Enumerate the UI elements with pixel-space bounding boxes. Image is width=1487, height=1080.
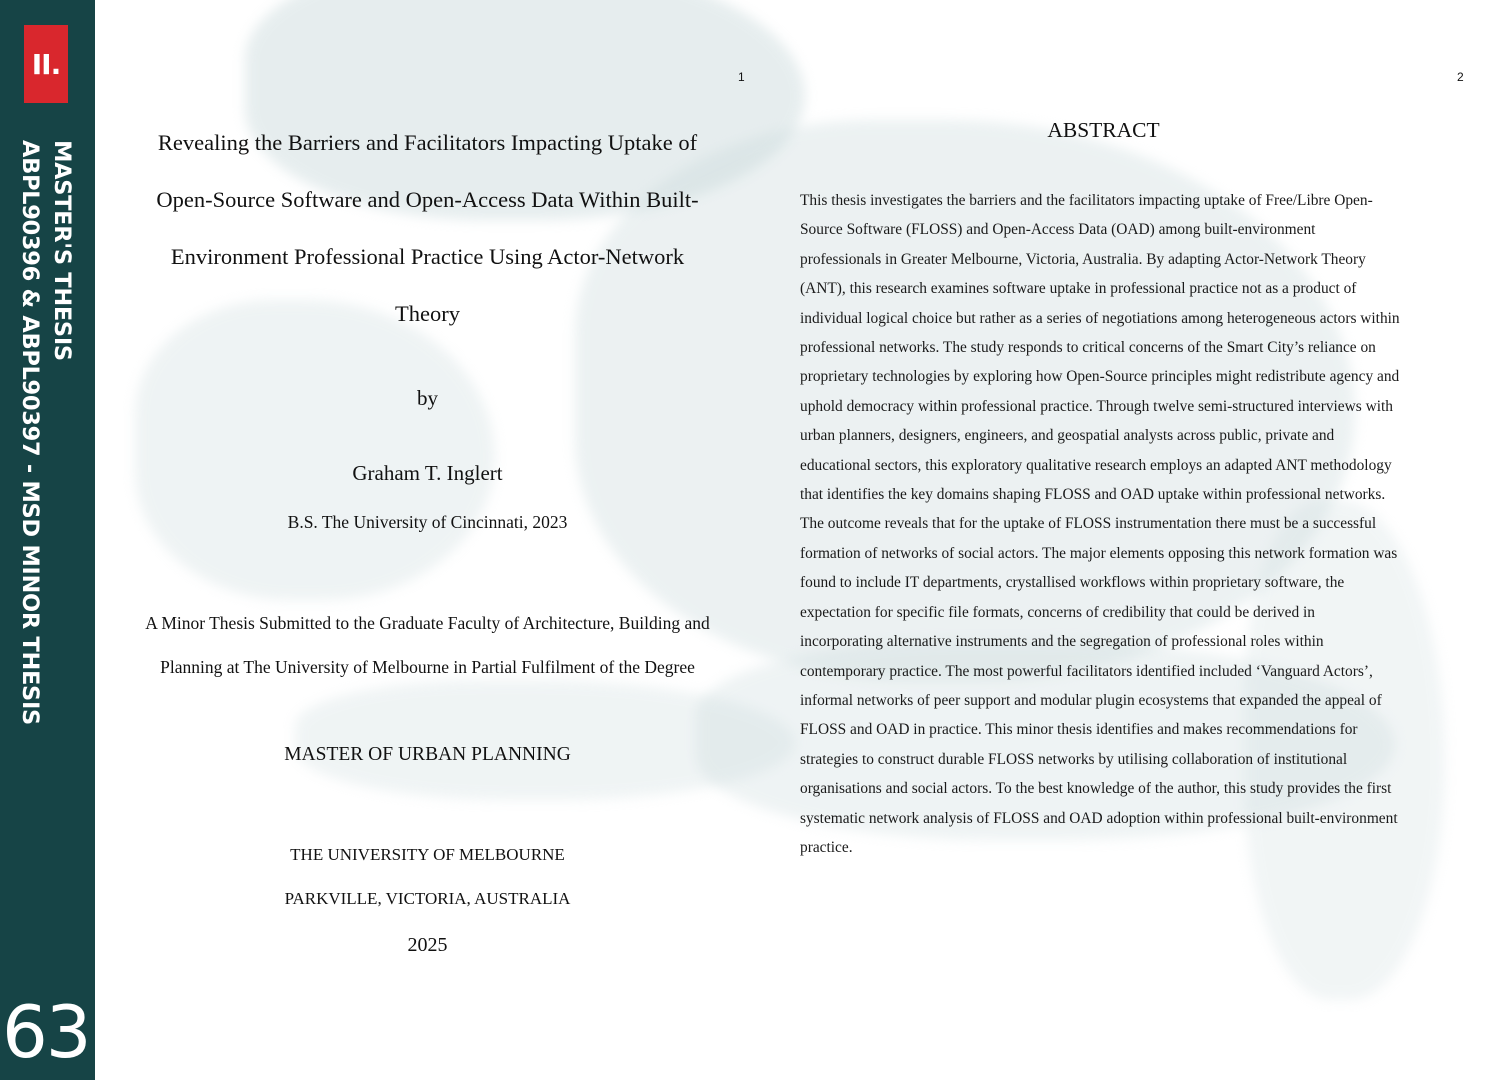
- abstract-line: FLOSS and OAD in practice. This minor thesis identifies and makes recommendations for: [800, 721, 1358, 739]
- abstract-line: informal networks of peer support and modular plugin ecosystems that expanded the appeal of: [800, 691, 1382, 709]
- abstract-line: individual logical choice but rather as a series of negotiations among heterogeneous actors within: [800, 309, 1400, 327]
- abstract-line: incorporating alternative instruments and the segregation of professional roles within: [800, 633, 1324, 651]
- submission-line: Planning at The University of Melbourne in Partial Fulfilment of the Degree: [160, 657, 695, 677]
- title-line: Open-Source Software and Open-Access Data Within Built-: [156, 187, 699, 212]
- abstract-line: proprietary technologies by exploring how Open-Source principles might redistribute agency and: [800, 368, 1400, 386]
- chapter-badge: II.: [24, 25, 68, 103]
- abstract-line: professionals in Greater Melbourne, Victoria, Australia. By adapting Actor-Network Theory: [800, 250, 1366, 268]
- abstract-line: practice.: [800, 838, 853, 856]
- submission-line: A Minor Thesis Submitted to the Graduate Faculty of Architecture, Building and: [145, 613, 710, 633]
- title-line: Theory: [395, 301, 460, 326]
- abstract-line: organisations and social actors. To the best knowledge of the author, this study provides the first: [800, 780, 1392, 798]
- abstract-line: expectation for specific file formats, concerns of credibility that could be derived in: [800, 603, 1315, 621]
- abstract-line: educational sectors, this exploratory qualitative research employs an adapted ANT methodology: [800, 456, 1392, 474]
- folio-left: 1: [738, 70, 745, 84]
- sidebar-spine: [0, 0, 95, 1080]
- abstract-line: formation of networks of social actors. The major elements opposing this network formation was: [800, 544, 1398, 562]
- by-label: by: [417, 386, 438, 410]
- abstract-page: [760, 0, 1487, 1080]
- degree-name: MASTER OF URBAN PLANNING: [284, 744, 571, 765]
- submission-year: 2025: [407, 934, 448, 956]
- thesis-title: [95, 114, 760, 342]
- abstract-line: systematic network analysis of FLOSS and OAD adoption within professional built-environment: [800, 809, 1398, 827]
- document-page-number: 63: [2, 990, 90, 1074]
- title-page: [95, 0, 760, 1080]
- university-name: THE UNIVERSITY OF MELBOURNE: [290, 845, 565, 864]
- abstract-line: Source Software (FLOSS) and Open-Access Data (OAD) among built-environment: [800, 221, 1316, 239]
- abstract-line: contemporary practice. The most powerful facilitators identified included ‘Vanguard Actors’,: [800, 662, 1373, 680]
- folio-right: 2: [1457, 70, 1464, 84]
- abstract-line: uphold democracy within professional practice. Through twelve semi-structured interviews with: [800, 397, 1393, 415]
- abstract-text: [800, 186, 1470, 862]
- abstract-line: that identifies the key domains shaping FLOSS and OAD uptake within professional networks.: [800, 486, 1386, 504]
- title-line: Revealing the Barriers and Facilitators Impacting Uptake of: [157, 130, 698, 155]
- abstract-line: The outcome reveals that for the uptake of FLOSS instrumentation there must be a successful: [800, 515, 1377, 533]
- title-line: Environment Professional Practice Using Actor-Network: [170, 244, 685, 269]
- spine-title: [14, 140, 78, 725]
- abstract-line: professional networks. The study responds to critical concerns of the Smart City’s reliance on: [800, 339, 1376, 357]
- university-location: PARKVILLE, VICTORIA, AUSTRALIA: [284, 889, 571, 908]
- abstract-line: found to include IT departments, crystallised workflows within proprietary software, the: [800, 574, 1345, 592]
- abstract-line: (ANT), this research examines software uptake in professional practice not as a product of: [800, 280, 1357, 298]
- abstract-line: This thesis investigates the barriers and the facilitators impacting uptake of Free/Libre Open-: [800, 192, 1373, 209]
- abstract-heading: ABSTRACT: [1047, 118, 1160, 142]
- spine-line-thesis: MASTER'S THESIS: [49, 140, 75, 361]
- abstract-line: strategies to construct durable FLOSS networks by utilising collaboration of institutional: [800, 750, 1348, 768]
- abstract-line: urban planners, designers, engineers, and geospatial analysts across public, private and: [800, 427, 1335, 445]
- spine-line-course: ABPL90396 & ABPL90397 - MSD MINOR THESIS: [17, 140, 43, 725]
- prior-degree: B.S. The University of Cincinnati, 2023: [287, 512, 568, 532]
- submission-statement: [95, 601, 760, 689]
- author-name: Graham T. Inglert: [352, 461, 503, 485]
